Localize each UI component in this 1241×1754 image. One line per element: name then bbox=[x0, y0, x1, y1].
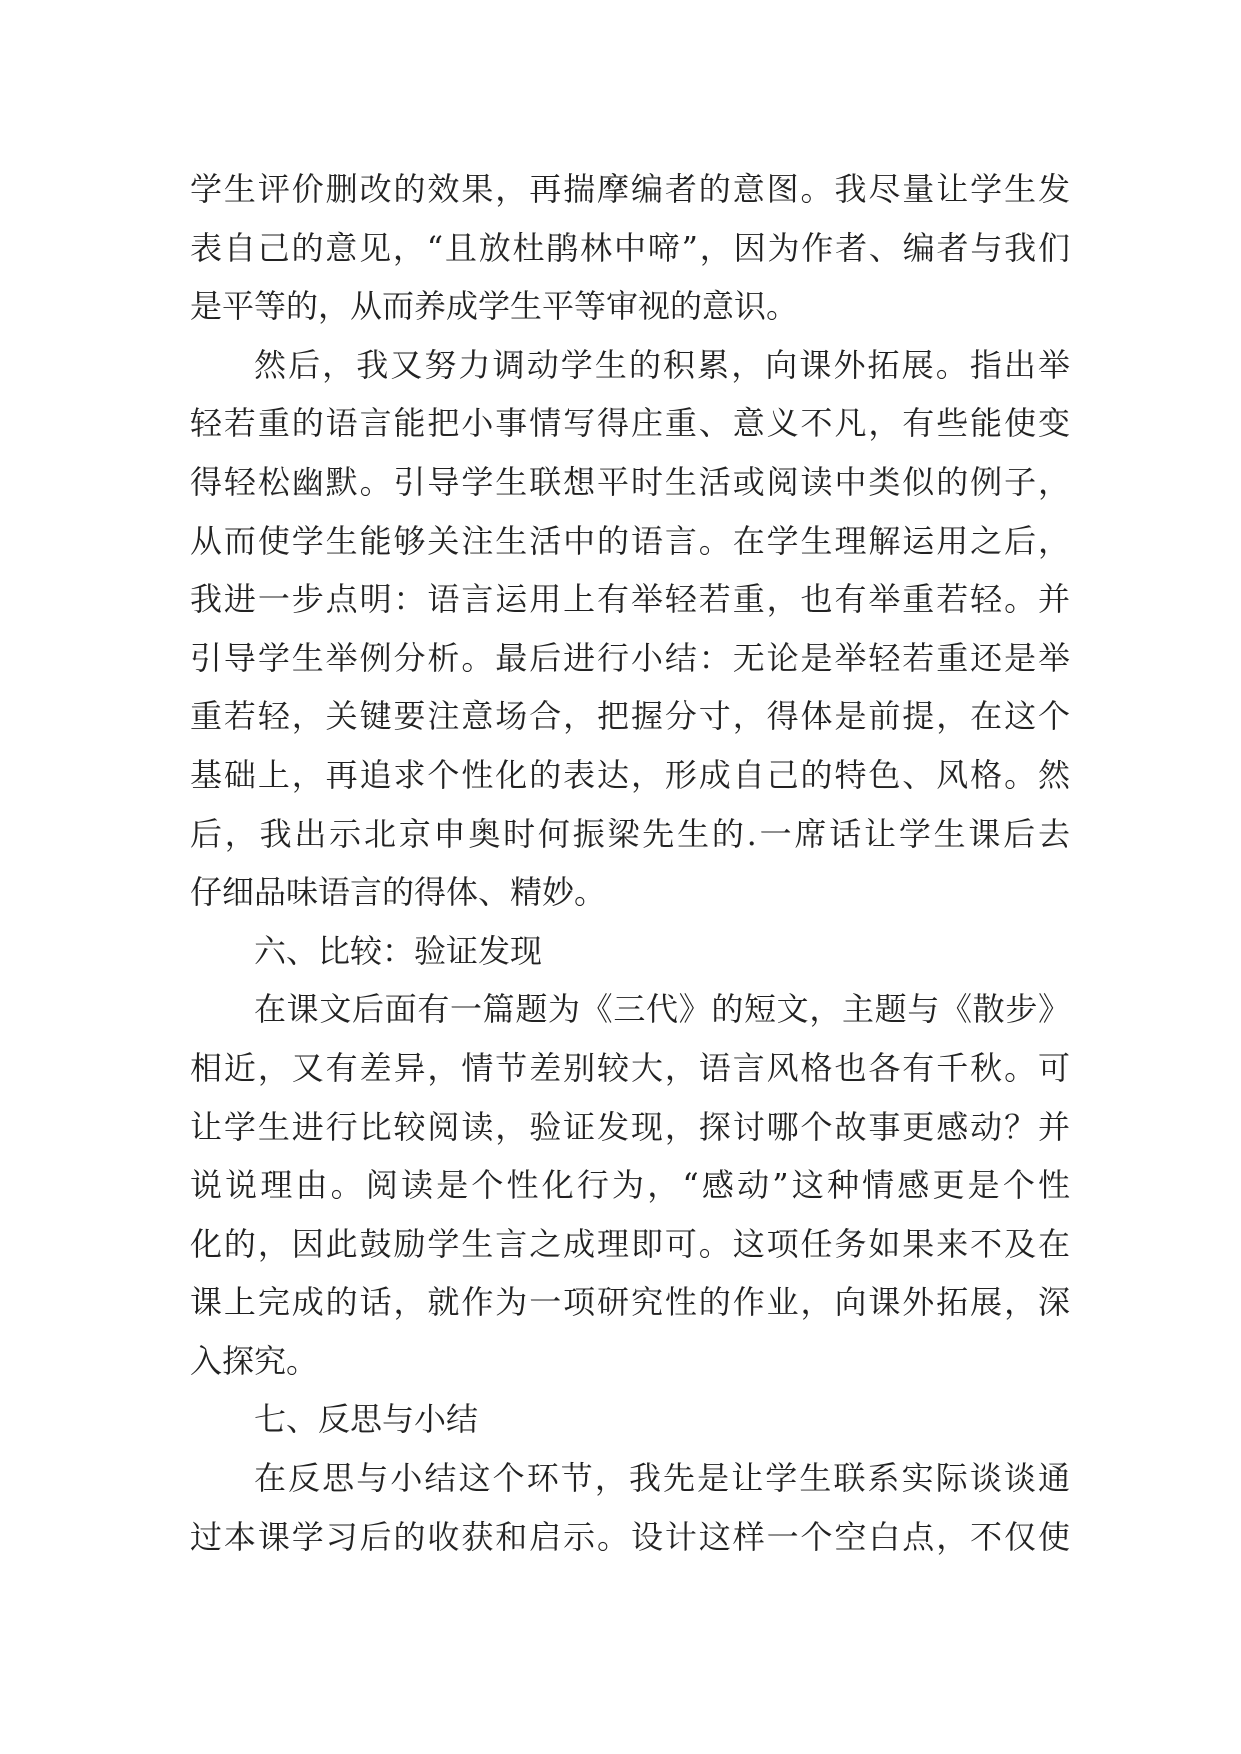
text-line: 我进一步点明：语言运用上有举轻若重，也有举重若轻。并 bbox=[190, 580, 1070, 619]
text-line: 课上完成的话，就作为一项研究性的作业，向课外拓展，深 bbox=[190, 1283, 1070, 1322]
text-line: 引导学生举例分析。最后进行小结：无论是举轻若重还是举 bbox=[190, 638, 1070, 677]
text-line: 化的，因此鼓励学生言之成理即可。这项任务如果来不及在 bbox=[190, 1224, 1070, 1263]
text-line: 后，我出示北京申奥时何振梁先生的.一席话让学生课后去 bbox=[190, 814, 1070, 853]
text-line: 基础上，再追求个性化的表达，形成自己的特色、风格。然 bbox=[190, 755, 1070, 794]
section-heading: 七、反思与小结 bbox=[254, 1400, 479, 1439]
text-line: 在课文后面有一篇题为《三代》的短文，主题与《散步》 bbox=[254, 990, 1070, 1029]
text-line: 相近，又有差异，情节差别较大，语言风格也各有千秋。可 bbox=[190, 1048, 1070, 1087]
body-text bbox=[190, 160, 1070, 1566]
text-line: 重若轻，关键要注意场合，把握分寸，得体是前提，在这个 bbox=[190, 697, 1070, 736]
text-line: 在反思与小结这个环节，我先是让学生联系实际谈谈通 bbox=[254, 1459, 1070, 1498]
section-heading: 六、比较：验证发现 bbox=[254, 931, 543, 970]
text-line: 得轻松幽默。引导学生联想平时生活或阅读中类似的例子， bbox=[190, 462, 1070, 501]
text-line: 过本课学习后的收获和启示。设计这样一个空白点，不仅使 bbox=[190, 1517, 1070, 1556]
text-line: 轻若重的语言能把小事情写得庄重、意义不凡，有些能使变 bbox=[190, 404, 1070, 443]
text-line: 让学生进行比较阅读，验证发现，探讨哪个故事更感动？并 bbox=[190, 1107, 1070, 1146]
text-line: 入探究。 bbox=[190, 1341, 319, 1380]
text-line: 说说理由。阅读是个性化行为，“感动”这种情感更是个性 bbox=[190, 1166, 1070, 1205]
text-line: 是平等的，从而养成学生平等审视的意识。 bbox=[190, 287, 799, 326]
text-line: 然后，我又努力调动学生的积累，向课外拓展。指出举 bbox=[254, 345, 1070, 384]
text-line: 从而使学生能够关注生活中的语言。在学生理解运用之后， bbox=[190, 521, 1070, 560]
text-line: 学生评价删改的效果，再揣摩编者的意图。我尽量让学生发 bbox=[190, 170, 1070, 208]
text-line: 仔细品味语言的得体、精妙。 bbox=[190, 873, 607, 912]
text-line: 表自己的意见，“且放杜鹃林中啼”，因为作者、编者与我们 bbox=[190, 228, 1070, 267]
